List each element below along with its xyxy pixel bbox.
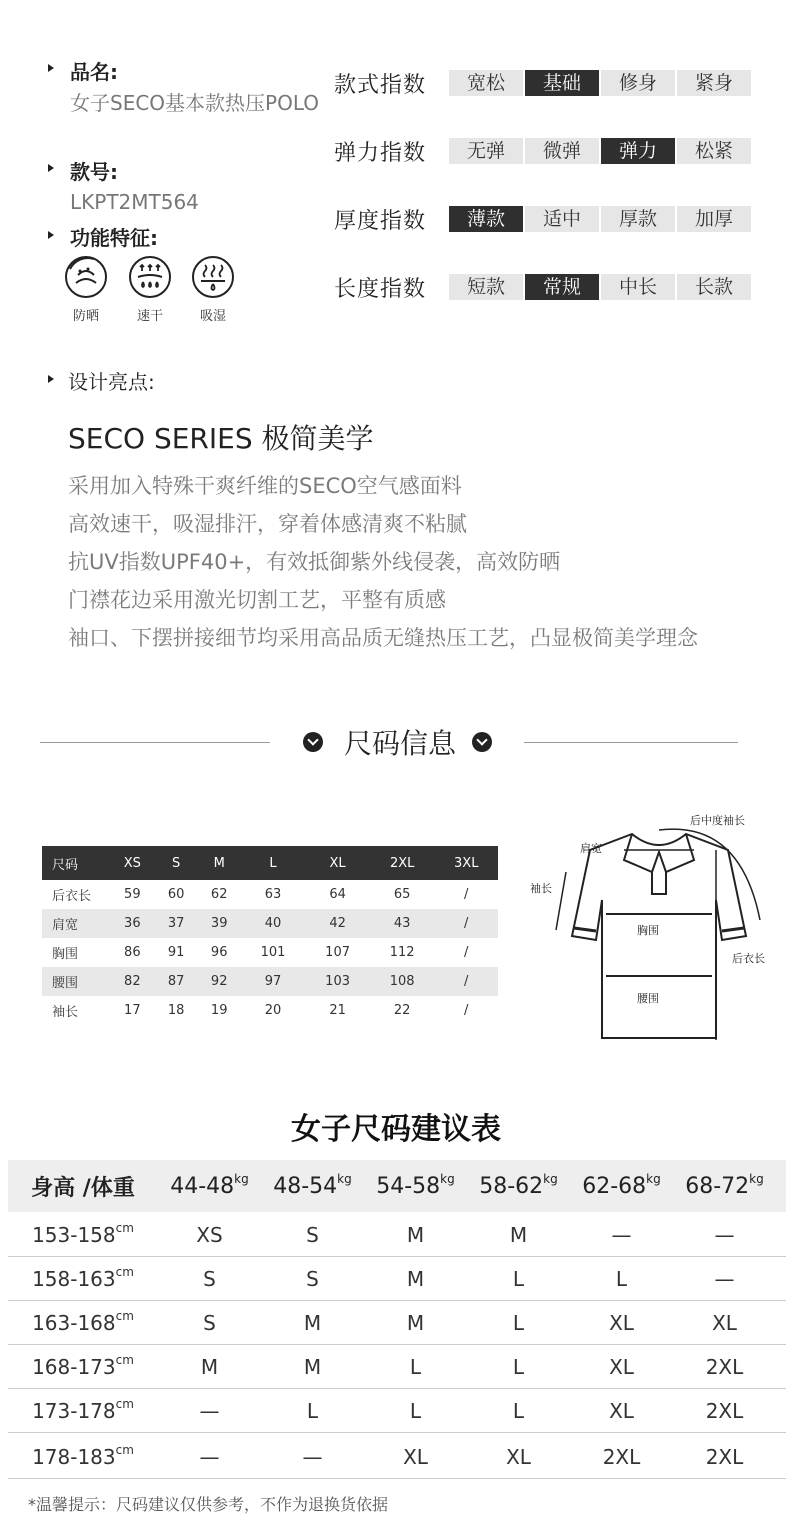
table-cell: / (434, 967, 498, 996)
diagram-label: 胸围 (637, 924, 659, 937)
index-option: 宽松 (449, 70, 523, 96)
bullet-icon (48, 64, 54, 72)
design-title: SECO SERIES 极简美学 (68, 422, 374, 455)
size-cell: M (509, 1222, 528, 1247)
table-cell: 107 (325, 945, 350, 960)
size-cell: L (409, 1354, 422, 1379)
table-cell: 36 (110, 909, 155, 938)
recommend-row (8, 1213, 786, 1257)
table-cell: 96 (210, 945, 228, 960)
table-cell: 59 (124, 887, 141, 902)
table-cell: 60 (167, 887, 185, 902)
size-cell: M (406, 1222, 425, 1247)
index-option: 微弹 (525, 138, 599, 164)
moisture-wicking-icon (191, 255, 235, 299)
index-option-selected: 基础 (525, 70, 599, 96)
table-cell: 19 (210, 1003, 228, 1018)
size-cell: XL (609, 1310, 634, 1335)
diagram-label: 腰围 (637, 992, 659, 1005)
feature-label: 吸湿 (199, 309, 226, 324)
table-cell: 42 (305, 909, 370, 938)
corner-label: 身高 /体重 (31, 1175, 135, 1201)
size-cell: L (615, 1266, 628, 1291)
index-title: 长度指数 (334, 276, 427, 302)
table-cell: / (464, 945, 469, 960)
header-cell: S (155, 846, 198, 880)
header-cell: 尺码 (42, 846, 110, 880)
table-cell: 87 (155, 967, 198, 996)
size-cell: M (406, 1266, 425, 1291)
size-cell: — (199, 1444, 220, 1469)
size-cell: — (199, 1398, 220, 1423)
size-cell: XS (196, 1222, 223, 1247)
size-table-header (42, 846, 498, 880)
table-cell: 18 (167, 1003, 185, 1018)
table-cell: 37 (155, 909, 198, 938)
size-cell: — (714, 1266, 735, 1291)
table-cell: 40 (241, 909, 306, 938)
size-cell: XL (609, 1398, 634, 1423)
table-cell: 97 (241, 967, 306, 996)
table-cell: 20 (264, 1003, 282, 1018)
size-cell: 2XL (705, 1354, 744, 1379)
table-row (42, 909, 498, 938)
index-style (334, 70, 751, 96)
table-row (42, 967, 498, 996)
recommend-row (8, 1435, 786, 1479)
table-cell: 65 (393, 887, 411, 902)
index-option: 适中 (525, 206, 599, 232)
divider-left (40, 742, 270, 743)
product-code: LKPT2MT564 (70, 190, 199, 214)
index-option: 无弹 (449, 138, 523, 164)
table-row (42, 938, 498, 967)
table-cell: 21 (329, 1003, 346, 1018)
table-cell: 43 (370, 909, 435, 938)
size-section-title: 尺码信息 (343, 727, 456, 760)
index-option-selected: 弹力 (601, 138, 675, 164)
size-cell: L (512, 1398, 525, 1423)
header-cell: M (198, 846, 241, 880)
size-cell: M (303, 1310, 322, 1335)
table-cell: 17 (124, 1003, 141, 1018)
features-label: 功能特征: (70, 226, 158, 250)
table-cell: 91 (167, 945, 185, 960)
height-cell: $158-163^{cm}$ (32, 1264, 134, 1291)
height-cell: $173-178^{cm}$ (32, 1396, 134, 1423)
index-option-selected: 常规 (525, 274, 599, 300)
table-cell: 62 (210, 887, 228, 902)
index-option: 厚款 (601, 206, 675, 232)
size-cell: S (306, 1266, 319, 1291)
index-option: 短款 (449, 274, 523, 300)
table-cell: / (464, 887, 469, 902)
size-cell: L (512, 1354, 525, 1379)
design-line: 抗UV指数UPF40+，有效抵御紫外线侵袭，高效防晒 (68, 550, 561, 574)
table-cell: 64 (329, 887, 346, 902)
index-option: 长款 (677, 274, 751, 300)
bullet-icon (48, 164, 54, 172)
index-option-selected: 薄款 (449, 206, 523, 232)
size-cell: 2XL (705, 1444, 744, 1469)
diagram-label: 袖长 (530, 882, 552, 895)
header-cell: XL (305, 846, 370, 880)
index-title: 厚度指数 (334, 208, 427, 234)
diagram-label: 后中度袖长 (690, 814, 745, 827)
header-cell: XS (110, 846, 155, 880)
size-cell: 2XL (602, 1444, 641, 1469)
size-cell: XL (712, 1310, 737, 1335)
table-cell: 108 (370, 967, 435, 996)
index-title: 弹力指数 (334, 140, 427, 166)
feature-sun-protection (63, 255, 109, 324)
size-cell: L (409, 1398, 422, 1423)
table-cell: 86 (124, 945, 141, 960)
size-cell: M (406, 1310, 425, 1335)
table-cell: / (464, 1003, 469, 1018)
divider-right (524, 742, 738, 743)
height-cell: $168-173^{cm}$ (32, 1352, 134, 1379)
index-option: 松紧 (677, 138, 751, 164)
table-cell: 后衣长 (52, 889, 92, 904)
feature-moisture (190, 255, 236, 324)
index-option: 中长 (601, 274, 675, 300)
index-length (334, 274, 751, 300)
recommend-row (8, 1389, 786, 1433)
size-cell: XL (506, 1444, 531, 1469)
design-line: 袖口、下摆拼接细节均采用高品质无缝热压工艺，凸显极简美学理念 (68, 626, 698, 650)
size-cell: M (200, 1354, 219, 1379)
recommend-row (8, 1345, 786, 1389)
design-label: 设计亮点: (68, 370, 155, 394)
code-label: 款号: (70, 160, 118, 184)
size-cell: 2XL (705, 1398, 744, 1423)
size-cell: L (512, 1266, 525, 1291)
table-cell: / (434, 909, 498, 938)
design-line: 高效速干，吸湿排汗，穿着体感清爽不粘腻 (68, 512, 467, 536)
weight-cell: $58-62^{kg}$ (479, 1171, 558, 1199)
size-cell: M (303, 1354, 322, 1379)
height-cell: $163-168^{cm}$ (32, 1308, 134, 1335)
feature-label: 速干 (136, 309, 163, 324)
size-note: *温馨提示：尺码建议仅供参考，不作为退换货依据 (28, 1495, 389, 1514)
diagram-label: 后衣长 (732, 952, 765, 965)
size-cell: L (512, 1310, 525, 1335)
size-cell: S (203, 1266, 216, 1291)
table-cell: 胸围 (52, 947, 79, 962)
table-cell: 103 (305, 967, 370, 996)
index-title: 款式指数 (334, 72, 427, 98)
recommend-title: 女子尺码建议表 (291, 1112, 501, 1147)
size-cell: S (203, 1310, 216, 1335)
size-cell: L (306, 1398, 319, 1423)
table-cell: 肩宽 (42, 909, 110, 938)
size-table (42, 846, 498, 1025)
recommend-header (8, 1160, 786, 1212)
index-elasticity (334, 138, 751, 164)
weight-cell: $62-68^{kg}$ (582, 1171, 661, 1199)
size-cell: XL (609, 1354, 634, 1379)
table-cell: 92 (198, 967, 241, 996)
feature-label: 防晒 (72, 309, 99, 324)
header-cell: L (241, 846, 306, 880)
table-cell: 腰围 (42, 967, 110, 996)
weight-cell: $54-58^{kg}$ (376, 1171, 455, 1199)
name-label: 品名: (70, 60, 118, 84)
index-option: 修身 (601, 70, 675, 96)
product-name: 女子SECO基本款热压POLO (70, 91, 320, 115)
size-cell: — (302, 1444, 323, 1469)
design-line: 门襟花边采用激光切割工艺，平整有质感 (68, 588, 446, 612)
height-cell: $153-158^{cm}$ (32, 1220, 134, 1247)
feature-quick-dry (127, 255, 173, 324)
diagram-label: 肩宽 (580, 842, 602, 855)
size-cell: XL (403, 1444, 428, 1469)
header-cell: 3XL (434, 846, 498, 880)
index-thickness (334, 206, 751, 232)
height-cell: $178-183^{cm}$ (32, 1442, 134, 1469)
size-cell: — (611, 1222, 632, 1247)
table-cell: 82 (110, 967, 155, 996)
table-cell: 39 (198, 909, 241, 938)
recommend-row (8, 1301, 786, 1345)
recommend-row (8, 1257, 786, 1301)
table-row (42, 880, 498, 909)
sun-protection-icon (64, 255, 108, 299)
bullet-icon (48, 231, 54, 239)
quick-dry-icon (128, 255, 172, 299)
weight-cell: $48-54^{kg}$ (273, 1171, 352, 1199)
table-cell: 袖长 (52, 1005, 79, 1020)
index-option: 加厚 (677, 206, 751, 232)
table-cell: 112 (389, 945, 415, 960)
bullet-icon (48, 375, 54, 383)
design-line: 采用加入特殊干爽纤维的SECO空气感面料 (68, 474, 462, 498)
table-cell: 101 (260, 945, 286, 960)
weight-cell: $68-72^{kg}$ (685, 1171, 764, 1199)
weight-cell: $44-48^{kg}$ (170, 1171, 249, 1199)
size-cell: S (306, 1222, 319, 1247)
table-cell: 63 (264, 887, 282, 902)
header-cell: 2XL (370, 846, 435, 880)
table-cell: 22 (393, 1003, 411, 1018)
table-row (42, 996, 498, 1025)
index-option: 紧身 (677, 70, 751, 96)
size-cell: — (714, 1222, 735, 1247)
chevron-down-icon (472, 732, 492, 752)
